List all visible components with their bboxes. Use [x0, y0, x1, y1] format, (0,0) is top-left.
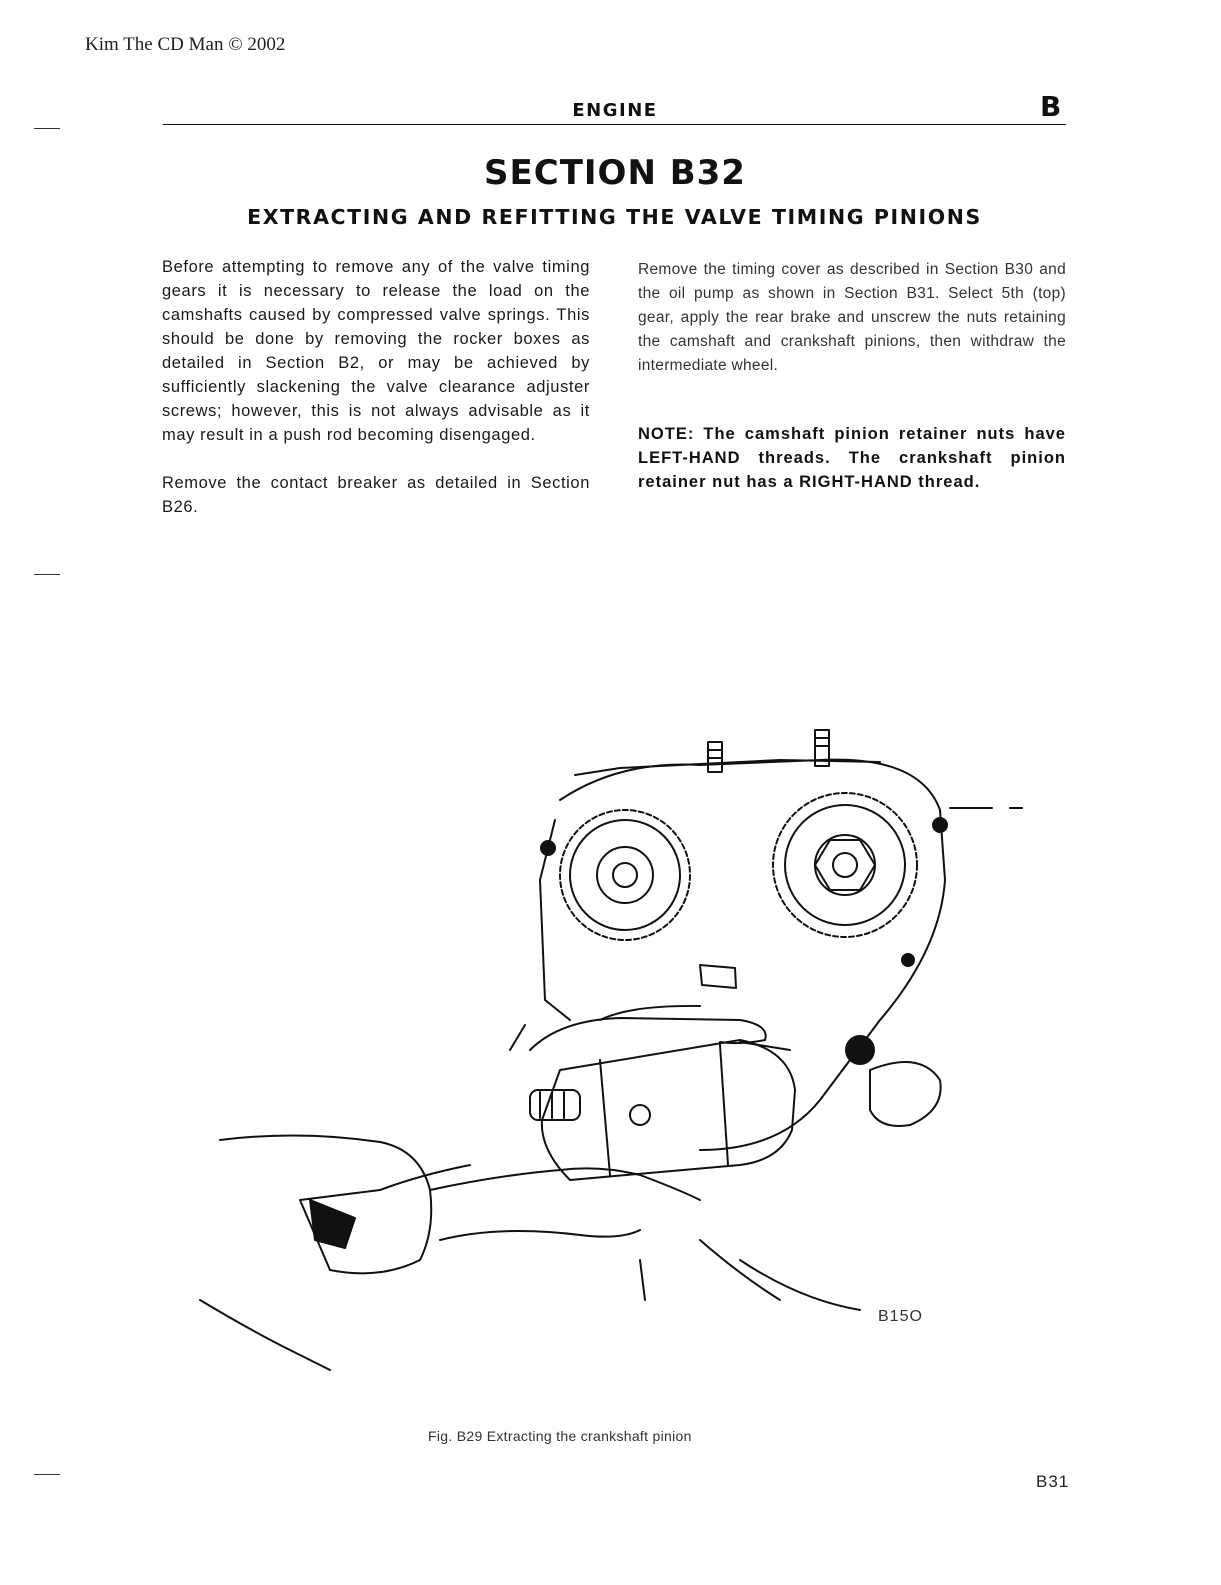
header-rule: [163, 124, 1066, 125]
left-cam-gear: [560, 810, 690, 940]
right-paragraph-1: Remove the timing cover as described in Section B30 and the oil pump as shown in Section B31. Select 5th (top) gear, apply the rear brake and unscrew the nuts retaining the camshaft and crankshaft pinions, then withdraw the intermediate wheel.: [638, 261, 1066, 374]
chapter-title: ENGINE: [572, 100, 658, 121]
margin-mark: [34, 128, 60, 129]
page-number: B31: [1036, 1472, 1070, 1491]
crankshaft-extractor-illustration: [180, 720, 1080, 1400]
chapter-letter: B: [1040, 90, 1062, 123]
copyright-notice: Kim The CD Man © 2002: [85, 34, 286, 55]
margin-mark: [34, 1474, 60, 1475]
section-subtitle: EXTRACTING AND REFITTING THE VALVE TIMING PINIONS: [247, 205, 982, 229]
figure-caption: Fig. B29 Extracting the crankshaft pinion: [428, 1428, 692, 1444]
left-paragraph-1: Before attempting to remove any of the valve timing gears it is necessary to release the load on the camshafts caused by compressed valve springs. This should be done by removing the rocker boxes as detailed in Section B2, or may be achieved by sufficiently slackening the valve clearance adjuster screws; however, this is not always advisable as it may result in a push rod becoming disengaged.: [162, 258, 590, 444]
section-title: SECTION B32: [484, 153, 746, 193]
figure-label: B15O: [878, 1308, 923, 1325]
note-paragraph: NOTE: The camshaft pinion retainer nuts have LEFT-HAND threads. The crankshaft pinion retainer nut has a RIGHT-HAND thread.: [638, 425, 1066, 491]
margin-mark: [34, 574, 60, 575]
left-paragraph-2: Remove the contact breaker as detailed in Section B26.: [162, 474, 590, 516]
right-cam-gear: [773, 793, 917, 937]
